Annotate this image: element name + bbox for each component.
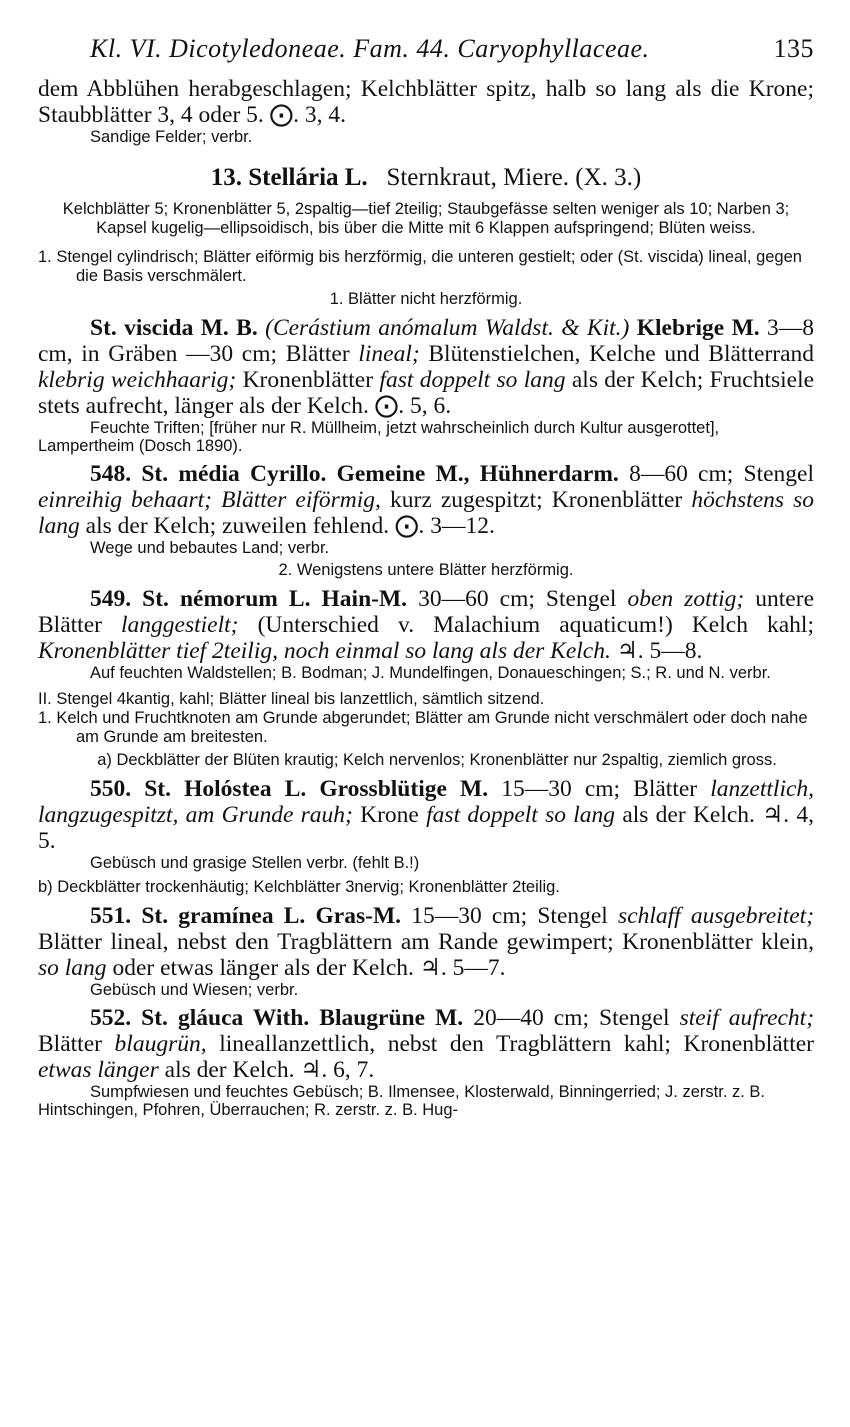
graminea-i2: so lang (38, 955, 107, 981)
graminea-t1: 15—30 cm; Stengel (411, 903, 608, 929)
holostea-name: 550. St. Holóstea L. (90, 776, 307, 802)
genus-description: Kelchblätter 5; Kronenblätter 5, 2spaltig—tief 2teilig; Staubgefässe selten weniger als 10; Narben 3; Kapsel kugelig—ellipsoidisch, bis über die Mitte mit 6 Klappen aufspringend; Blüten weiss. (62, 200, 790, 237)
holostea-i2: fast doppelt so lang (426, 802, 616, 828)
holostea-i1: lanzettlich, langzugespitzt, am Grunde rauh; (38, 776, 815, 828)
key-II-1: 1. Kelch und Fruchtknoten am Grunde abgerundet; Blätter am Grunde nicht verschmälert oder doch nahe am Grunde am breitesten. (38, 709, 808, 746)
intro-habitat: Sandige Felder; verbr. (90, 128, 253, 146)
genus-name: Stellária L. (248, 164, 368, 191)
media-i2: höchstens so lang (38, 487, 815, 539)
graminea-common: Gras-M. (315, 903, 402, 929)
holostea-t3: als der Kelch. ♃. 4, 5. (38, 802, 815, 854)
nemorum-i1: oben zottig; (627, 586, 745, 612)
media-t2: kurz zugespitzt; Kronenblätter (390, 487, 683, 513)
key-1: 1. Stengel cylindrisch; Blätter eiförmig bis herzförmig, die unteren gestielt; oder (St. viscida) lineal, gegen die Basis verschmälert. (38, 248, 802, 285)
header-title: Kl. VI. Dicotyledoneae. Fam. 44. Caryophyllaceae. (90, 34, 650, 63)
key-II: II. Stengel 4kantig, kahl; Blätter lineal bis lanzettlich, sämtlich sitzend. (38, 690, 545, 708)
holostea-t2: Krone (360, 802, 419, 828)
species-nemorum (38, 586, 814, 682)
nemorum-i2: langgestielt; (121, 612, 239, 638)
glauca-t1: 20—40 cm; Stengel (473, 1005, 670, 1031)
viscida-name: St. viscida M. B. (90, 315, 258, 341)
glauca-t4: als der Kelch. ♃. 6, 7. (164, 1057, 375, 1083)
nemorum-t3: (Unterschied v. Malachium aquaticum!) Kelch kahl; (257, 612, 814, 638)
nemorum-i3: Kronenblätter tief 2teilig, noch einmal so lang als der Kelch. (38, 638, 611, 664)
graminea-t3: oder etwas länger als der Kelch. ♃. 5—7. (112, 955, 506, 981)
viscida-t4: als der Kelch; Fruchtsiele stets aufrecht, länger als der Kelch. ⨀. 5, 6. (38, 367, 815, 419)
holostea-t1: 15—30 cm; Blätter (501, 776, 698, 802)
glauca-i2: blaugrün, (114, 1031, 207, 1057)
species-media (38, 461, 814, 557)
viscida-i2: klebrig weichhaarig; (38, 367, 237, 393)
media-t1: 8—60 cm; Stengel (629, 461, 815, 487)
species-holostea (38, 776, 814, 872)
holostea-habitat: Gebüsch und grasige Stellen verbr. (fehlt B.!) (90, 854, 420, 872)
glauca-name: 552. St. gláuca With. (90, 1005, 310, 1031)
media-common: Gemeine M., Hühnerdarm. (336, 461, 619, 487)
species-glauca (38, 1005, 814, 1119)
nemorum-t4: ♃. 5—8. (616, 638, 703, 664)
genus-heading (38, 164, 814, 192)
glauca-common: Blaugrüne M. (319, 1005, 464, 1031)
holostea-common: Grossblütige M. (319, 776, 489, 802)
key-1-1: 1. Blätter nicht herzförmig. (329, 290, 523, 308)
media-habitat: Wege und bebautes Land; verbr. (90, 539, 330, 557)
nemorum-common: Hain-M. (321, 586, 408, 612)
key-1-2: 2. Wenigstens untere Blätter herzförmig. (278, 561, 574, 579)
viscida-habitat: Feuchte Triften; [früher nur R. Müllheim, jetzt wahrscheinlich durch Kultur ausgerottet], Lampertheim (Dosch 1890). (38, 419, 720, 455)
nemorum-name: 549. St. némorum L. (90, 586, 311, 612)
graminea-i1: schlaff ausgebreitet; (618, 903, 815, 929)
graminea-t2: Blätter lineal, nebst den Tragblättern am Rande gewimpert; Kronenblätter klein, (38, 929, 814, 955)
species-viscida (38, 315, 814, 455)
key-II-a: a) Deckblätter der Blüten krautig; Kelch nervenlos; Kronenblätter nur 2spaltig, ziemlich gross. (97, 751, 777, 769)
viscida-i3: fast doppelt so lang (379, 367, 566, 393)
genus-number: 13. (210, 164, 242, 191)
graminea-habitat: Gebüsch und Wiesen; verbr. (90, 981, 299, 999)
key-II-b: b) Deckblätter trockenhäutig; Kelchblätter 3nervig; Kronenblätter 2teilig. (38, 878, 560, 896)
viscida-t1: 3—8 cm, in Gräben —30 cm; Blätter (38, 315, 815, 367)
species-graminea (38, 903, 814, 999)
nemorum-t2: untere Blätter (38, 586, 814, 638)
nemorum-t1: 30—60 cm; Stengel (418, 586, 617, 612)
running-header (38, 34, 814, 64)
genus-common: Sternkraut, Miere. (X. 3.) (386, 164, 642, 191)
glauca-t2: Blätter (38, 1031, 102, 1057)
glauca-i1: steif aufrecht; (679, 1005, 815, 1031)
viscida-synonym: (Cerástium anómalum Waldst. & Kit.) (265, 315, 630, 341)
viscida-common: Klebrige M. (636, 315, 760, 341)
viscida-t3: Kronenblätter (242, 367, 374, 393)
intro-text: dem Abblühen herabgeschlagen; Kelchblätter spitz, halb so lang als die Krone; Staubblätter 3, 4 oder 5. ⨀. 3, 4. (38, 76, 814, 128)
graminea-name: 551. St. gramínea L. (90, 903, 306, 929)
glauca-habitat: Sumpfwiesen und feuchtes Gebüsch; B. Ilmensee, Klosterwald, Binningerried; J. zerstr. z. B. Hintschingen, Pfohren, Überrauchen; R. zerstr. z. B. Hug- (38, 1083, 765, 1119)
media-name: 548. St. média Cyrillo. (90, 461, 327, 487)
glauca-t3: lineallanzettlich, nebst den Tragblättern kahl; Kronenblätter (219, 1031, 814, 1057)
nemorum-habitat: Auf feuchten Waldstellen; B. Bodman; J. Mundelfingen, Donaueschingen; S.; R. und N. verbr. (90, 664, 771, 682)
viscida-i1: lineal; (358, 341, 420, 367)
media-i1: einreihig behaart; Blätter eiförmig, (38, 487, 381, 513)
document-page (38, 34, 814, 1119)
glauca-i3: etwas länger (38, 1057, 159, 1083)
media-t3: als der Kelch; zuweilen fehlend. ⨀. 3—12. (85, 513, 495, 539)
page-number: 135 (773, 34, 814, 63)
viscida-t2: Blütenstielchen, Kelche und Blätterrand (428, 341, 814, 367)
